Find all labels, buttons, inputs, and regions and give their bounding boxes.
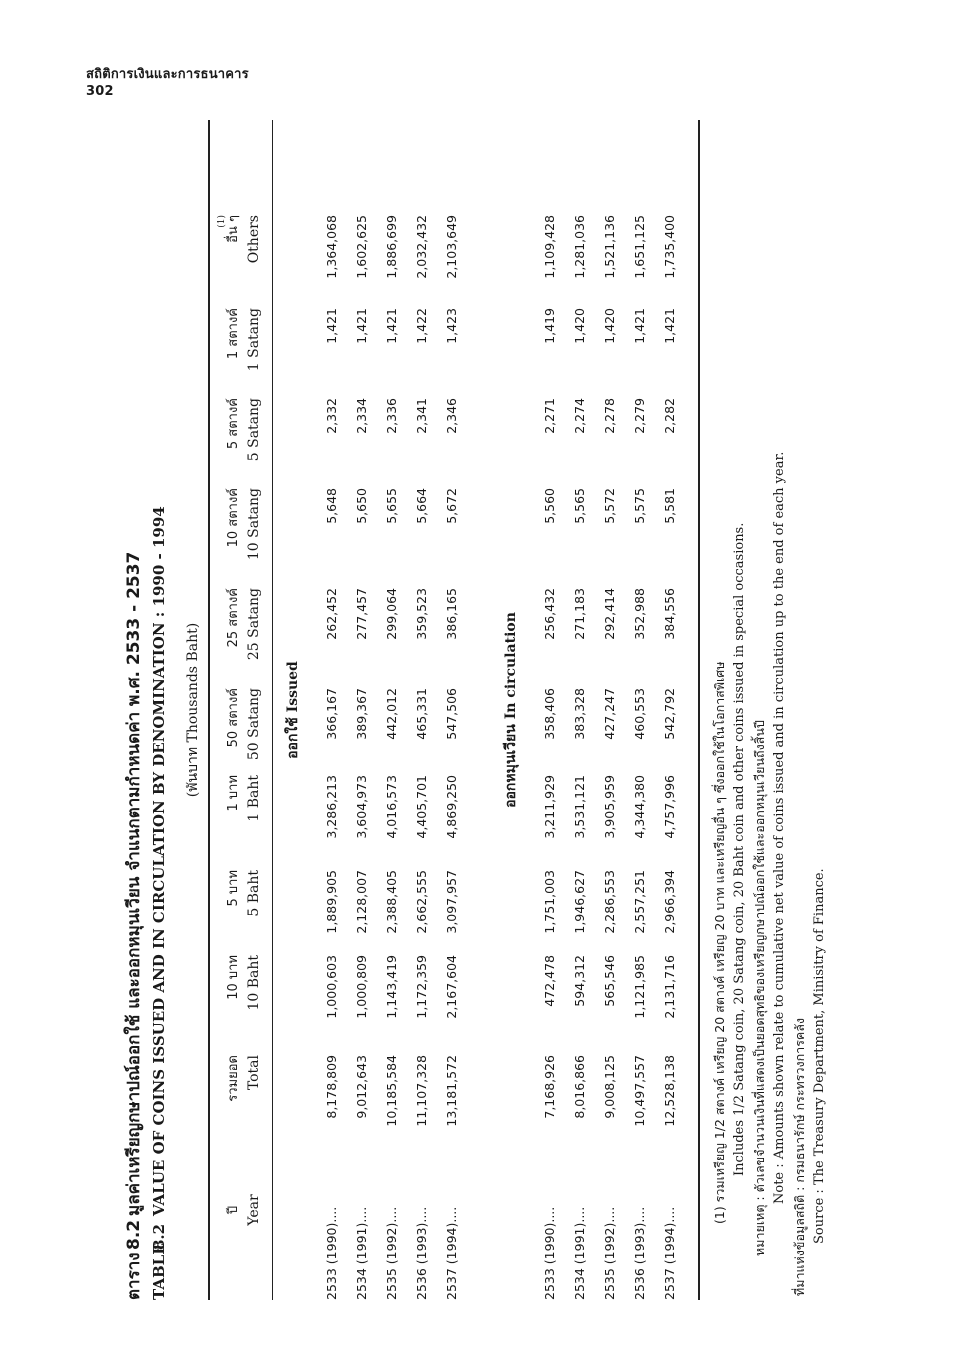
row-year: 2537 (1994).... — [662, 1206, 677, 1300]
table-row — [662, 120, 684, 1300]
running-head-title: สถิติการเงินและการธนาคาร — [86, 67, 249, 82]
row-value-5-baht: 2,966,394 — [662, 870, 677, 934]
column-header-english: 10 Baht — [246, 955, 262, 1011]
row-value-25-satang: 352,988 — [632, 588, 647, 640]
row-value-5-baht: 2,388,405 — [384, 870, 399, 934]
table-row — [602, 120, 624, 1300]
row-value-others: 1,735,400 — [662, 215, 677, 279]
row-value-50-satang: 358,406 — [542, 688, 557, 740]
row-value-1-satang: 1,420 — [572, 308, 587, 344]
row-value-10-satang: 5,565 — [572, 488, 587, 524]
footnote-1-english: Includes 1/2 Satang coin, 20 Satang coin, 20 Baht coin and other coins issued in special occasions. — [732, 522, 747, 1176]
row-value-25-satang: 277,457 — [354, 588, 369, 640]
column-header-9 — [224, 308, 264, 398]
row-value-1-baht: 3,286,213 — [324, 775, 339, 839]
column-header-thai: 1 บาท — [226, 775, 241, 812]
row-value-1-baht: 4,016,573 — [384, 775, 399, 839]
column-header-english: 1 Satang — [246, 308, 262, 372]
column-header-english: 10 Satang — [246, 488, 262, 561]
title-english: TABLE 8.2 VALUE OF COINS ISSUED AND IN CIRCULATION BY DENOMINATION : 1990 - 1994 — [150, 506, 168, 1300]
row-value-5-satang: 2,341 — [414, 398, 429, 434]
row-value-25-satang: 384,556 — [662, 588, 677, 640]
row-value-5-baht: 1,889,905 — [324, 870, 339, 934]
row-value-5-baht: 2,557,251 — [632, 870, 647, 934]
row-value-10-baht: 1,172,359 — [414, 955, 429, 1019]
row-value-50-satang: 460,553 — [632, 688, 647, 740]
row-value-others: 2,032,432 — [414, 215, 429, 279]
row-value-10-baht: 1,000,809 — [354, 955, 369, 1019]
row-value-5-satang: 2,332 — [324, 398, 339, 434]
row-value-10-baht: 2,131,716 — [662, 955, 677, 1019]
row-value-1-baht: 4,869,250 — [444, 775, 459, 839]
row-value-50-satang: 542,792 — [662, 688, 677, 740]
row-value-1-baht: 3,531,121 — [572, 775, 587, 839]
row-value-1-baht: 3,905,959 — [602, 775, 617, 839]
row-value-1-satang: 1,419 — [542, 308, 557, 344]
column-header-english: Year — [246, 1194, 262, 1226]
row-value-50-satang: 366,167 — [324, 688, 339, 740]
column-header-thai: 5 สตางค์ — [226, 398, 241, 450]
row-value-1-baht: 4,344,380 — [632, 775, 647, 839]
row-value-10-satang: 5,672 — [444, 488, 459, 524]
row-value-others: 1,886,699 — [384, 215, 399, 279]
row-value-1-satang: 1,421 — [384, 308, 399, 344]
row-value-10-baht: 594,312 — [572, 955, 587, 1007]
column-header-thai: 5 บาท — [226, 870, 241, 907]
row-value-10-satang: 5,655 — [384, 488, 399, 524]
table-row — [632, 120, 654, 1300]
row-value-10-satang: 5,581 — [662, 488, 677, 524]
row-value-10-satang: 5,572 — [602, 488, 617, 524]
top-rule — [208, 120, 210, 1300]
column-header-3 — [224, 870, 264, 960]
row-value-5-baht: 1,946,627 — [572, 870, 587, 934]
row-value-10-satang: 5,575 — [632, 488, 647, 524]
row-year: 2536 (1993).... — [414, 1206, 429, 1300]
row-value-total: 10,497,557 — [632, 1055, 647, 1127]
row-value-5-satang: 2,278 — [602, 398, 617, 434]
table-row — [414, 120, 436, 1300]
row-value-5-baht: 1,751,003 — [542, 870, 557, 934]
section-label-0: ออกใช้ Issued — [285, 661, 301, 759]
row-value-others: 1,651,125 — [632, 215, 647, 279]
row-value-25-satang: 299,064 — [384, 588, 399, 640]
table-row — [444, 120, 466, 1300]
row-year: 2535 (1992).... — [602, 1206, 617, 1300]
bottom-rule — [698, 120, 700, 1300]
row-value-10-baht: 565,546 — [602, 955, 617, 1007]
column-header-0 — [224, 1190, 264, 1230]
table-row — [384, 120, 406, 1300]
row-year: 2536 (1993).... — [632, 1206, 647, 1300]
row-value-1-satang: 1,422 — [414, 308, 429, 344]
table-row — [324, 120, 346, 1300]
row-value-10-baht: 472,478 — [542, 955, 557, 1007]
row-value-1-satang: 1,421 — [662, 308, 677, 344]
section-label-1: ออกหมุนเวียน In circulation — [503, 612, 519, 808]
header-rule — [272, 120, 273, 1300]
row-year: 2533 (1990).... — [542, 1206, 557, 1300]
row-value-10-baht: 1,000,603 — [324, 955, 339, 1019]
column-header-thai: อื่น ๆ — [226, 215, 241, 243]
column-header-6 — [224, 588, 264, 678]
row-value-50-satang: 389,367 — [354, 688, 369, 740]
page-number: 302 — [86, 84, 114, 99]
row-value-total: 8,016,866 — [572, 1055, 587, 1119]
row-value-total: 7,168,926 — [542, 1055, 557, 1119]
row-value-total: 12,528,138 — [662, 1055, 677, 1127]
column-header-thai: 25 สตางค์ — [226, 588, 241, 648]
source-thai: ที่มาแห่งข้อมูลสถิติ : กรมธนารักษ์ กระทรวงการคลัง — [792, 1017, 807, 1296]
row-value-1-satang: 1,423 — [444, 308, 459, 344]
title-thai: ตาราง 8.2 มูลค่าเหรียญกษาปณ์ออกใช้ และออกหมุนเวียน จำแนกตามกำหนดค่า พ.ศ. 2533 - 2537 — [124, 551, 144, 1300]
row-value-5-satang: 2,336 — [384, 398, 399, 434]
source-english: Source : The Treasury Department, Minisitry of Finance. — [812, 868, 827, 1244]
column-header-english: 5 Satang — [246, 398, 262, 462]
row-value-25-satang: 359,523 — [414, 588, 429, 640]
row-value-others: 1,281,036 — [572, 215, 587, 279]
remark-english: Note : Amounts shown relate to cumulative net value of coins issued and in circulation up to the end of each year. — [772, 451, 787, 1204]
running-head — [86, 66, 249, 100]
row-value-1-baht: 3,604,973 — [354, 775, 369, 839]
row-value-5-satang: 2,274 — [572, 398, 587, 434]
column-header-10 — [217, 215, 264, 305]
row-value-10-satang: 5,664 — [414, 488, 429, 524]
row-value-5-baht: 2,662,555 — [414, 870, 429, 934]
table-row — [354, 120, 376, 1300]
footnote-1-thai: (1) รวมเหรียญ 1/2 สตางค์ เหรียญ 20 สตางค์ เหรียญ 20 บาท และเหรียญอื่น ๆ ซึ่งออกใช้ในโอกาสพิเศษ — [712, 661, 727, 1224]
row-value-5-satang: 2,334 — [354, 398, 369, 434]
column-header-7 — [224, 488, 264, 578]
row-value-10-baht: 1,121,985 — [632, 955, 647, 1019]
row-value-others: 1,109,428 — [542, 215, 557, 279]
row-value-10-baht: 2,167,604 — [444, 955, 459, 1019]
row-value-50-satang: 547,506 — [444, 688, 459, 740]
row-value-total: 8,178,809 — [324, 1055, 339, 1119]
row-value-1-baht: 4,405,701 — [414, 775, 429, 839]
column-footnote-marker: (1) — [217, 215, 227, 228]
row-year: 2534 (1991).... — [572, 1206, 587, 1300]
row-value-total: 9,012,643 — [354, 1055, 369, 1119]
row-value-total: 11,107,328 — [414, 1055, 429, 1127]
table-title — [120, 120, 176, 1300]
column-header-thai: ปี — [226, 1205, 241, 1215]
row-value-5-satang: 2,282 — [662, 398, 677, 434]
row-value-10-satang: 5,648 — [324, 488, 339, 524]
row-value-others: 1,602,625 — [354, 215, 369, 279]
row-value-10-satang: 5,560 — [542, 488, 557, 524]
row-value-50-satang: 383,328 — [572, 688, 587, 740]
row-year: 2533 (1990).... — [324, 1206, 339, 1300]
row-value-5-satang: 2,346 — [444, 398, 459, 434]
column-header-english: 5 Baht — [246, 870, 262, 917]
row-value-1-satang: 1,421 — [354, 308, 369, 344]
column-header-english: Total — [246, 1055, 262, 1091]
column-header-thai: รวมยอด — [226, 1055, 241, 1102]
column-header-5 — [224, 688, 264, 778]
row-value-others: 1,364,068 — [324, 215, 339, 279]
row-value-25-satang: 262,452 — [324, 588, 339, 640]
row-value-total: 10,185,584 — [384, 1055, 399, 1127]
column-header-2 — [224, 955, 264, 1045]
column-header-english: 50 Satang — [246, 688, 262, 761]
row-value-others: 1,521,136 — [602, 215, 617, 279]
row-value-10-baht: 1,143,419 — [384, 955, 399, 1019]
row-value-5-satang: 2,279 — [632, 398, 647, 434]
rotated-table-page — [120, 120, 880, 1300]
row-value-50-satang: 427,247 — [602, 688, 617, 740]
row-value-50-satang: 442,012 — [384, 688, 399, 740]
column-header-english: 25 Satang — [246, 588, 262, 661]
unit-label: (พันบาท Thousands Baht) — [185, 622, 201, 798]
row-value-1-satang: 1,420 — [602, 308, 617, 344]
row-value-25-satang: 256,432 — [542, 588, 557, 640]
row-value-1-satang: 1,421 — [324, 308, 339, 344]
row-value-1-baht: 3,211,929 — [542, 775, 557, 839]
row-value-25-satang: 292,414 — [602, 588, 617, 640]
row-value-others: 2,103,649 — [444, 215, 459, 279]
row-value-25-satang: 271,183 — [572, 588, 587, 640]
row-value-total: 9,008,125 — [602, 1055, 617, 1119]
column-header-english: Others — [246, 215, 262, 264]
column-header-english: 1 Baht — [246, 775, 262, 822]
row-value-50-satang: 465,331 — [414, 688, 429, 740]
table-row — [572, 120, 594, 1300]
footnotes — [710, 452, 830, 1296]
row-year: 2535 (1992).... — [384, 1206, 399, 1300]
row-value-5-baht: 3,097,957 — [444, 870, 459, 934]
column-header-thai: 50 สตางค์ — [226, 688, 241, 748]
row-value-total: 13,181,572 — [444, 1055, 459, 1127]
row-value-1-satang: 1,421 — [632, 308, 647, 344]
row-year: 2534 (1991).... — [354, 1206, 369, 1300]
row-value-10-satang: 5,650 — [354, 488, 369, 524]
row-value-5-baht: 2,286,553 — [602, 870, 617, 934]
column-header-8 — [224, 398, 264, 488]
remark-thai: หมายเหตุ : ตัวเลขจำนวนเงินที่แสดงเป็นยอดสุทธิของเหรียญกษาปณ์ออกใช้และออกหมุนเวียนถึงสิ้นปี — [752, 720, 767, 1256]
column-header-thai: 1 สตางค์ — [226, 308, 241, 360]
column-header-thai: 10 สตางค์ — [226, 488, 241, 548]
row-value-5-baht: 2,128,007 — [354, 870, 369, 934]
row-value-1-baht: 4,757,996 — [662, 775, 677, 839]
row-value-25-satang: 386,165 — [444, 588, 459, 640]
column-header-thai: 10 บาท — [226, 955, 241, 1000]
column-header-1 — [224, 1055, 264, 1145]
row-value-5-satang: 2,271 — [542, 398, 557, 434]
table-row — [542, 120, 564, 1300]
column-header-4 — [224, 775, 264, 865]
row-year: 2537 (1994).... — [444, 1206, 459, 1300]
